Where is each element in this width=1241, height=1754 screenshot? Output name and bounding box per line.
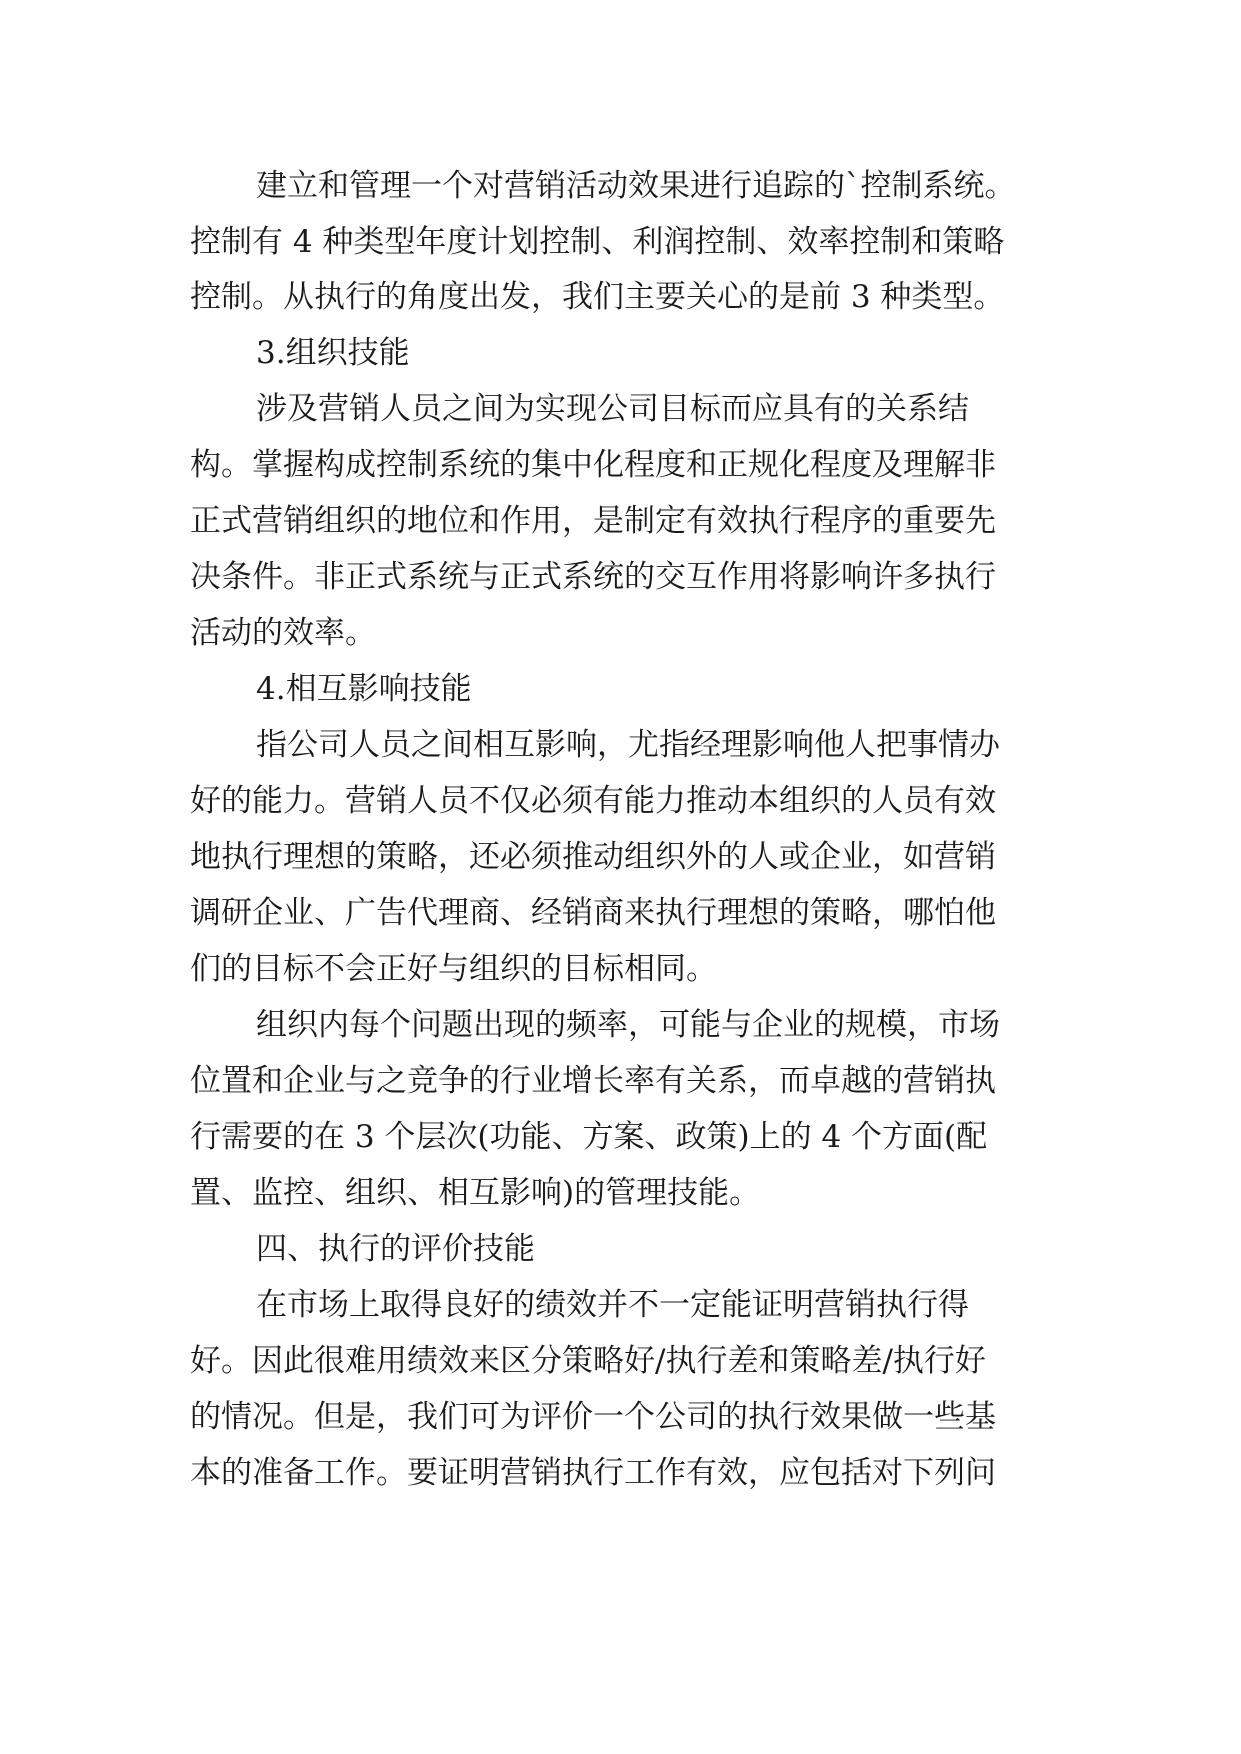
paragraph-frequency-line-2: 位置和企业与之竞争的行业增长率有关系，而卓越的营销执 xyxy=(190,1063,996,1099)
paragraph-interaction-line-1: 指公司人员之间相互影响，尤指经理影响他人把事情办 xyxy=(256,727,1000,763)
paragraph-organization-line-3: 正式营销组织的地位和作用，是制定有效执行程序的重要先 xyxy=(190,503,996,539)
paragraph-interaction-line-2: 好的能力。营销人员不仅必须有能力推动本组织的人员有效 xyxy=(190,783,996,819)
paragraph-organization-line-2: 构。掌握构成控制系统的集中化程度和正规化程度及理解非 xyxy=(190,447,996,483)
paragraph-frequency-line-3: 行需要的在 3 个层次(功能、方案、政策)上的 4 个方面(配 xyxy=(190,1119,988,1155)
paragraph-interaction-line-5: 们的目标不会正好与组织的目标相同。 xyxy=(190,951,717,987)
paragraph-evaluation-line-1: 在市场上取得良好的绩效并不一定能证明营销执行得 xyxy=(256,1287,969,1323)
paragraph-organization-line-4: 决条件。非正式系统与正式系统的交互作用将影响许多执行 xyxy=(190,559,996,595)
section-heading-evaluation-skills: 四、执行的评价技能 xyxy=(256,1231,535,1267)
paragraph-control-line-2: 控制有 4 种类型年度计划控制、利润控制、效率控制和策略 xyxy=(190,224,1005,260)
paragraph-evaluation-line-2: 好。因此很难用绩效来区分策略好/执行差和策略差/执行好 xyxy=(190,1343,986,1379)
section-heading-organization-skills: 3.组织技能 xyxy=(256,335,410,371)
paragraph-organization-line-1: 涉及营销人员之间为实现公司目标而应具有的关系结 xyxy=(256,391,969,427)
section-heading-interaction-skills: 4.相互影响技能 xyxy=(256,671,472,707)
paragraph-interaction-line-4: 调研企业、广告代理商、经销商来执行理想的策略，哪怕他 xyxy=(190,895,996,931)
paragraph-interaction-line-3: 地执行理想的策略，还必须推动组织外的人或企业，如营销 xyxy=(190,839,996,875)
paragraph-evaluation-line-3: 的情况。但是，我们可为评价一个公司的执行效果做一些基 xyxy=(190,1399,996,1435)
paragraph-control-line-1: 建立和管理一个对营销活动效果进行追踪的`控制系统。 xyxy=(256,168,1016,204)
paragraph-control-line-3: 控制。从执行的角度出发，我们主要关心的是前 3 种类型。 xyxy=(190,279,1005,315)
paragraph-frequency-line-1: 组织内每个问题出现的频率，可能与企业的规模，市场 xyxy=(256,1007,1000,1043)
paragraph-organization-line-5: 活动的效率。 xyxy=(190,615,376,651)
paragraph-evaluation-line-4: 本的准备工作。要证明营销执行工作有效，应包括对下列问 xyxy=(190,1455,996,1491)
paragraph-frequency-line-4: 置、监控、组织、相互影响)的管理技能。 xyxy=(190,1175,761,1211)
